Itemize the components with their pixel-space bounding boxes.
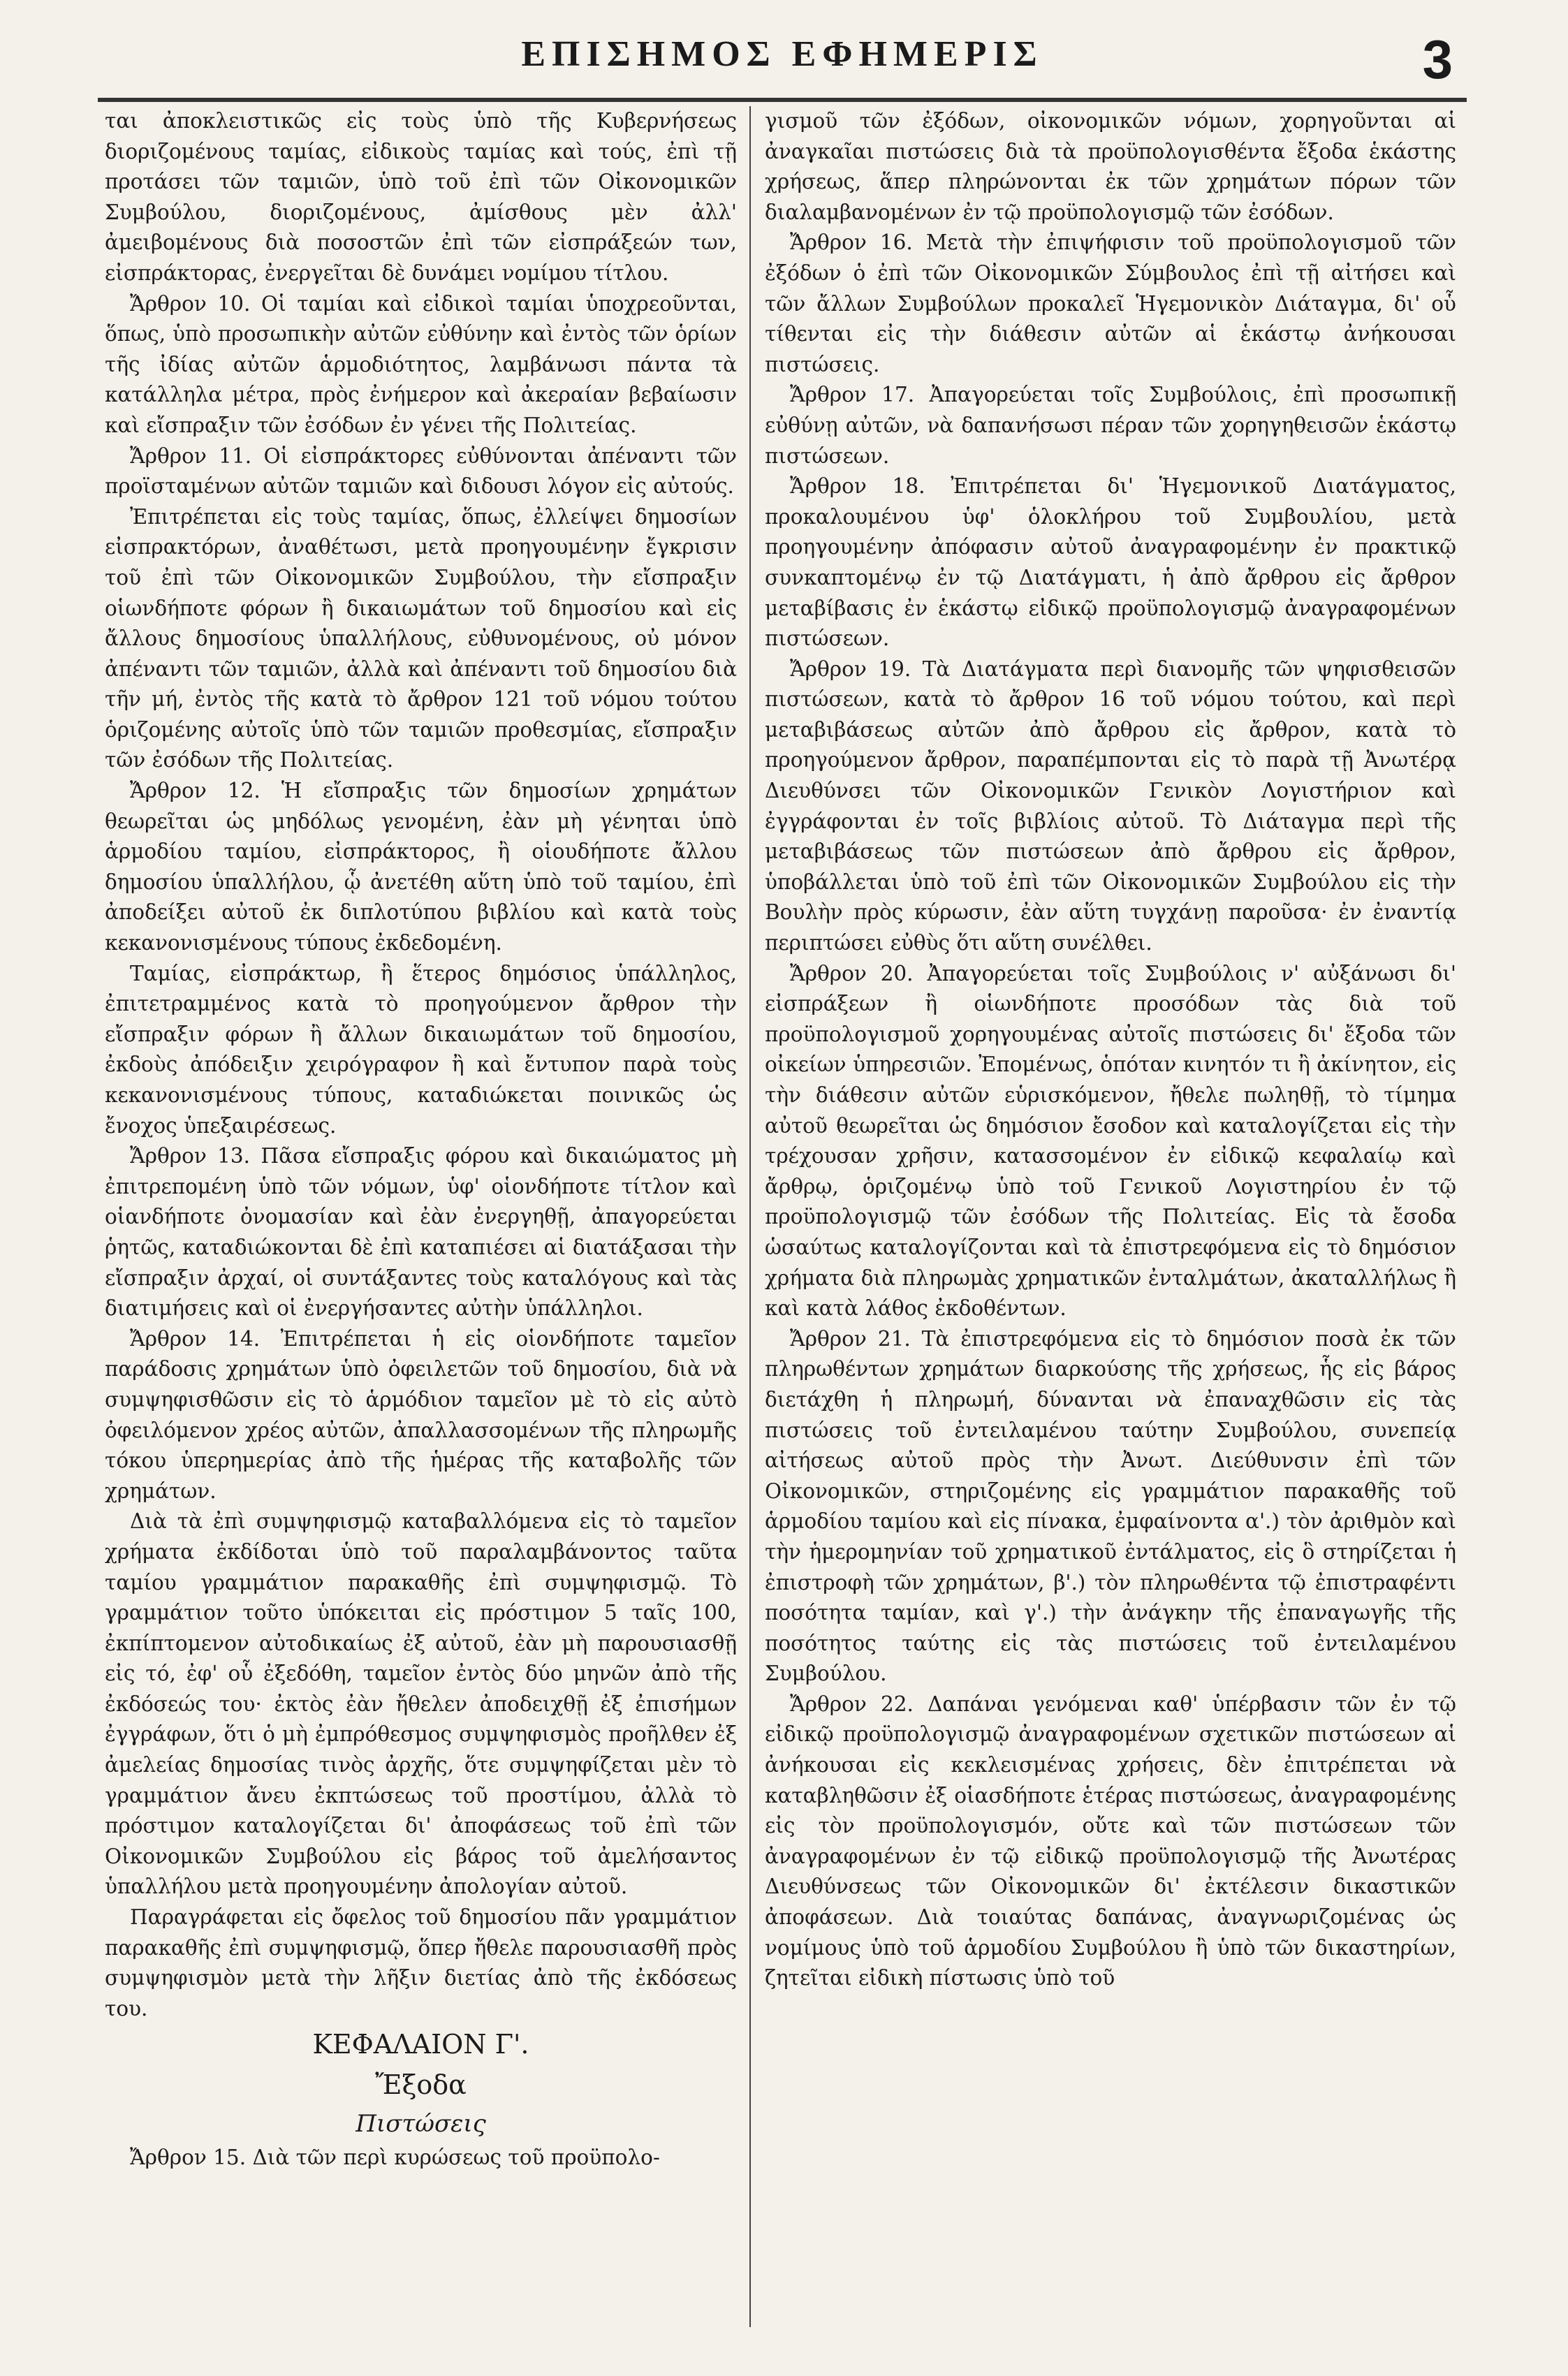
header-rule xyxy=(98,98,1467,102)
paragraph: Ταμίας, εἰσπράκτωρ, ἢ ἕτερος δημόσιος ὑπάλληλος, ἐπιτετραμμένος κατὰ τὸ προηγούμενον ἄρθρον τὴν εἴσπραξιν φόρων ἢ ἄλλων δικαιωμάτων τοῦ δημοσίου, ἐκδοὺς ἀπόδειξιν χειρόγραφον ἢ καὶ ἔντυπον παρὰ τοὺς κεκανονισμένους τύπους, καταδιώκεται ποινικῶς ὡς ἔνοχος ὑπεξαιρέσεως. xyxy=(105,961,737,1138)
article-20: Ἄρθρον 20. Ἀπαγορεύεται τοῖς Συμβούλοις ν' αὐξάνωσι δι' εἰσπράξεων ἢ οἱωνδήποτε προσόδων τὰς διὰ τοῦ προϋπολογισμοῦ χορηγουμένας αὐτοῖς πιστώσεις δι' ἔξοδα τῶν οἰκείων ὑπηρεσιῶν. Ἐπομένως, ὁπόταν κινητόν τι ἢ ἀκίνητον, εἰς τὴν διάθεσιν αὐτῶν εὑρισκόμενον, ἤθελε πωληθῇ, τὸ τίμημα αὐτοῦ θεωρεῖται ὡς δημόσιον ἔσοδον καὶ καταλογίζεται εἰς τὴν τρέχουσαν χρῆσιν, κατασσομένον ἐν εἰδικῷ κεφαλαίῳ καὶ ἄρθρῳ, ὁριζομένῳ ὑπὸ τοῦ Γενικοῦ Λογιστηρίου ἐν τῷ προϋπολογισμῷ τῶν ἐσόδων τῆς Πολιτείας. Εἰς τὰ ἔσοδα ὡσαύτως καταλογίζονται καὶ τὰ ἐπιστρεφόμενα εἰς τὸ δημόσιον χρήματα διὰ πληρωμὰς χρηματικῶν ἐνταλμάτων, ἀκαταλλήλως ἢ καὶ κατὰ λάθος ἐκδοθέντων. xyxy=(765,961,1456,1321)
article-19: Ἄρθρον 19. Τὰ Διατάγματα περὶ διανομῆς τῶν ψηφισθεισῶν πιστώσεων, κατὰ τὸ ἄρθρον 16 τοῦ νόμου τούτου, καὶ περὶ μεταβιβάσεως αὐτῶν ἀπὸ ἄρθρου εἰς ἄρθρον, κατὰ τὸ προηγούμενον ἄρθρον, παραπέμπονται εἰς τὸ παρὰ τῇ Ἀνωτέρᾳ Διευθύνσει τῶν Οἰκονομικῶν Γενικὸν Λογιστήριον καὶ ἐγγράφονται ἐν τοῖς βιβλίοις αὐτοῦ. Τὸ Διάταγμα περὶ τῆς μεταβιβάσεως τῶν πιστώσεων ἀπὸ ἄρθρου εἰς ἄρθρον, ὑποβάλλεται ὑπὸ τοῦ ἐπὶ τῶν Οἰκονομικῶν Συμβούλου εἰς τὴν Βουλὴν πρὸς κύρωσιν, ἐὰν αὕτη τυγχάνῃ παροῦσα· ἐν ἐναντίᾳ περιπτώσει εὐθὺς ὅτι αὕτη συνέλθει. xyxy=(765,657,1456,955)
article-12: Ἄρθρον 12. Ἡ εἴσπραξις τῶν δημοσίων χρημάτων θεωρεῖται ὡς μηδόλως γενομένη, ἐὰν μὴ γένηται ὑπὸ ἁρμοδίου ταμίου, εἰσπράκτορος, ἢ οἱουδήποτε ἄλλου δημοσίου ὑπαλλήλου, ᾧ ἀνετέθη αὕτη ὑπὸ τοῦ ταμίου, ἐπὶ ἀποδείξει αὐτοῦ ἐκ διπλοτύπου βιβλίου καὶ κατὰ τοὺς κεκανονισμένους τύπους ἐκδεδομένη. xyxy=(105,779,737,955)
column-divider xyxy=(749,106,751,2327)
article-17: Ἄρθρον 17. Ἀπαγορεύεται τοῖς Συμβούλοις, ἐπὶ προσωπικῇ εὐθύνῃ αὐτῶν, νὰ δαπανήσωσι πέραν τῶν χορηγηθεισῶν ἑκάστῳ πιστώσεων. xyxy=(765,383,1456,468)
paragraph: Ἐπιτρέπεται εἰς τοὺς ταμίας, ὅπως, ἐλλείψει δημοσίων εἰσπρακτόρων, ἀναθέτωσι, μετὰ προηγουμένην ἔγκρισιν τοῦ ἐπὶ τῶν Οἰκονομικῶν Συμβούλου, τὴν εἴσπραξιν οἱωνδήποτε φόρων ἢ δικαιωμάτων τοῦ δημοσίου καὶ εἰς ἄλλους δημοσίους ὑπαλλήλους, εὐθυνομένους, οὐ μόνον ἀπέναντι τῶν ταμιῶν, ἀλλὰ καὶ ἀπέναντι τοῦ δημοσίου διὰ τῆν μή, ἐντὸς τῆς κατὰ τὸ ἄρθρον 121 τοῦ νόμου τούτου ὁριζομένης αὐτοῖς ὑπὸ τῶν ταμιῶν προθεσμίας, εἴσπραξιν τῶν ἐσόδων τῆς Πολιτείας. xyxy=(105,504,737,772)
right-column xyxy=(765,106,1456,2334)
paragraph: ται ἀποκλειστικῶς εἰς τοὺς ὑπὸ τῆς Κυβερνήσεως διοριζομένους ταμίας, εἰδικοὺς ταμίας καὶ τούς, ἐπὶ τῇ προτάσει τῶν ταμιῶν, ὑπὸ τοῦ ἐπὶ τῶν Οἰκονομικῶν Συμβούλου, διοριζομένους, ἀμίσθους μὲν ἀλλ' ἀμειβομένους διὰ ποσοστῶν ἐπὶ τῶν εἰσπράξεών των, εἰσπράκτορας, ἐνεργεῖται δὲ δυνάμει νομίμου τίτλου. xyxy=(105,109,737,285)
page-number: 3 xyxy=(1422,29,1453,90)
paragraph: Παραγράφεται εἰς ὄφελος τοῦ δημοσίου πᾶν γραμμάτιον παρακαθῆς ἐπὶ συμψηφισμῷ, ὅπερ ἤθελε παρουσιασθῆ πρὸς συμψηφισμὸν μετὰ τὴν λῆξιν διετίας ἀπὸ τῆς ἐκδόσεως του. xyxy=(105,1905,737,2021)
article-21: Ἄρθρον 21. Τὰ ἐπιστρεφόμενα εἰς τὸ δημόσιον ποσὰ ἐκ τῶν πληρωθέντων χρημάτων διαρκούσης τῆς χρήσεως, ἧς εἰς βάρος διετάχθη ἡ πληρωμή, δύνανται νὰ ἐπαναχθῶσιν εἰς τὰς πιστώσεις τοῦ ἐντειλαμένου ταύτην Συμβούλου, συνεπείᾳ αἰτήσεως αὐτοῦ πρὸς τὴν Ἀνωτ. Διεύθυνσιν ἐπὶ τῶν Οἰκονομικῶν, στηριζομένης εἰς γραμμάτιον παρακαθῆς τοῦ ἁρμοδίου ταμίου καὶ εἰς πίνακα, ἐμφαίνοντα α'.) τὸν ἀριθμὸν καὶ τὴν ἡμερομηνίαν τοῦ χρηματικοῦ ἐντάλματος, εἰς ὃ στηρίζεται ἡ ἐπιστροφὴ τῶν χρημάτων, β'.) τὸν πληρωθέντα τῷ ἐπιστραφέντι ποσότητα ταμίαν, καὶ γ'.) τὴν ἀνάγκην τῆς ἐπαναγωγῆς τῆς ποσότητος ταύτης εἰς τὰς πιστώσεις τοῦ ἐντειλαμένου Συμβούλου. xyxy=(765,1326,1456,1686)
article-16: Ἄρθρον 16. Μετὰ τὴν ἐπιψήφισιν τοῦ προϋπολογισμοῦ τῶν ἐξόδων ὁ ἐπὶ τῶν Οἰκονομικῶν Σύμβουλος ἐπὶ τῇ αἰτήσει καὶ τῶν ἄλλων Συμβούλων προκαλεῖ Ἡγεμονικὸν Διάταγμα, δι' οὗ τίθενται εἰς τὴν διάθεσιν αὐτῶν αἱ ἑκάστῳ ἀνήκουσαι πιστώσεις. xyxy=(765,230,1456,376)
article-11: Ἄρθρον 11. Οἱ εἰσπράκτορες εὐθύνονται ἀπέναντι τῶν προϊσταμένων αὐτῶν ταμιῶν καὶ διδουσι λόγον εἰς αὐτούς. xyxy=(105,443,737,499)
left-column xyxy=(105,106,737,2334)
article-13: Ἄρθρον 13. Πᾶσα εἴσπραξις φόρου καὶ δικαιώματος μὴ ἐπιτρεπομένη ὑπὸ τῶν νόμων, ὑφ' οἱονδήποτε τίτλον καὶ οἱανδήποτε ὀνομασίαν καὶ ἐὰν ἐνεργηθῇ, ἀπαγορεύεται ῥητῶς, καταδιώκονται δὲ ἐπὶ καταπιέσει αἱ διατάξασαι τὴν εἴσπραξιν ἀρχαί, οἱ συντάξαντες τοὺς καταλόγους καὶ τὰς διατιμήσεις καὶ οἱ ἐνεργήσαντες αὐτὴν ὑπάλληλοι. xyxy=(105,1144,737,1321)
paragraph: Διὰ τὰ ἐπὶ συμψηφισμῷ καταβαλλόμενα εἰς τὸ ταμεῖον χρήματα ἐκδίδοται ὑπὸ τοῦ παραλαμβάνοντος ταῦτα ταμίου γραμμάτιον παρακαθῆς ἐπὶ συμψηφισμῷ. Τὸ γραμμάτιον τοῦτο ὑπόκειται εἰς πρόστιμον 5 ταῖς 100, ἐκπίπτομενον αὐτοδικαίως ἐξ αὐτοῦ, ἐὰν μὴ παρουσιασθῇ εἰς τό, ἐφ' οὗ ἐξεδόθη, ταμεῖον ἐντὸς δύο μηνῶν ἀπὸ τῆς ἐκδόσεώς του· ἐκτὸς ἐὰν ἤθελεν ἀποδειχθῇ ἐξ ἐπισήμων ἐγγράφων, ὅτι ὁ μὴ ἐμπρόθεσμος συμψηφισμὸς προῆλθεν ἐξ ἀμελείας δημοσίας τινὸς ἀρχῆς, ὅτε συμψηφίζεται μὲν τὸ γραμμάτιον ἄνευ ἐκπτώσεως τοῦ προστίμου, ἀλλὰ τὸ πρόστιμον καταλογίζεται δι' ἀποφάσεως τοῦ ἐπὶ τῶν Οἰκονομικῶν Συμβούλου εἰς βάρος τοῦ ἀμελήσαντος ὑπαλλήλου μετὰ προηγουμένην ἀπολογίαν αὐτοῦ. xyxy=(105,1509,737,1899)
paragraph: γισμοῦ τῶν ἐξόδων, οἰκονομικῶν νόμων, χορηγοῦνται αἱ ἀναγκαῖαι πιστώσεις διὰ τὰ προϋπολογισθέντα ἔξοδα ἑκάστης χρήσεως, ἅπερ πληρώνονται ἐκ τῶν χρημάτων πόρων τῶν διαλαμβανομένων ἐν τῷ προϋπολογισμῷ τῶν ἐσόδων. xyxy=(765,109,1456,224)
article-14: Ἄρθρον 14. Ἐπιτρέπεται ἡ εἰς οἱονδήποτε ταμεῖον παράδοσις χρημάτων ὑπὸ ὀφειλετῶν τοῦ δημοσίου, διὰ νὰ συμψηφισθῶσιν εἰς τὸ ἁρμόδιον ταμεῖον μὲ τὸ εἰς αὐτὸ ὀφειλόμενον χρέος αὐτῶν, ἀπαλλασσομένων τῆς πληρωμῆς τόκου ὑπερημερίας ἀπὸ τῆς ἡμέρας τῆς καταβολῆς τῶν χρημάτων. xyxy=(105,1326,737,1503)
page-header xyxy=(98,28,1467,98)
subsection-heading: Πιστώσεις xyxy=(356,2110,486,2139)
chapter-heading: ΚΕΦΑΛΑΙΟΝ Γ'. xyxy=(312,2029,529,2060)
newspaper-title: ΕΠΙΣΗΜΟΣ ΕΦΗΜΕΡΙΣ xyxy=(521,34,1043,74)
article-22: Ἄρθρον 22. Δαπάναι γενόμεναι καθ' ὑπέρβασιν τῶν ἐν τῷ εἰδικῷ προϋπολογισμῷ ἀναγραφομένων σχετικῶν πιστώσεων αἱ ἀνήκουσαι εἰς κεκλεισμένας χρήσεις, δὲν ἐπιτρέπεται νὰ καταβληθῶσιν ἐξ οἱασδήποτε ἑτέρας πιστώσεως, ἀναγραφομένης εἰς τὸν προϋπολογισμόν, οὔτε καὶ τῶν πιστώσεων τῶν ἀναγραφομένων ἐν τῷ εἰδικῷ προϋπολογισμῷ τῆς Ἀνωτέρας Διευθύνσεως τῶν Οἰκονομικῶν δι' ἐκτέλεσιν δικαστικῶν ἀποφάσεων. Διὰ τοιαύτας δαπάνας, ἀναγνωριζομένας ὡς νομίμους ὑπὸ τοῦ ἁρμοδίου Συμβούλου ἢ ὑπὸ τῶν δικαστηρίων, ζητεῖται εἰδικὴ πίστωσις ὑπὸ τοῦ xyxy=(765,1692,1456,1990)
article-15: Ἄρθρον 15. Διὰ τῶν περὶ κυρώσεως τοῦ προϋπολο- xyxy=(130,2146,660,2170)
article-18: Ἄρθρον 18. Ἐπιτρέπεται δι' Ἡγεμονικοῦ Διατάγματος, προκαλουμένου ὑφ' ὁλοκλήρου τοῦ Συμβουλίου, μετὰ προηγουμένην ἀπόφασιν αὐτοῦ ἀναγραφομένην ἐν πρακτικῷ συνκαπτομένῳ ἐν τῷ Διατάγματι, ἡ ἀπὸ ἄρθρου εἰς ἄρθρον μεταβίβασις ἐν ἑκάστῳ εἰδικῷ προϋπολογισμῷ ἀναγραφομένων πιστώσεων. xyxy=(765,474,1456,651)
section-heading: Ἔξοδα xyxy=(375,2069,467,2101)
article-10: Ἄρθρον 10. Οἱ ταμίαι καὶ εἰδικοὶ ταμίαι ὑποχρεοῦνται, ὅπως, ὑπὸ προσωπικὴν αὐτῶν εὐθύνην καὶ ἐντὸς τῶν ὁρίων τῆς ἰδίας αὐτῶν ἁρμοδιότητος, λαμβάνωσι πάντα τὰ κατάλληλα μέτρα, πρὸς ἐνήμερον καὶ ἀκεραίαν βεβαίωσιν καὶ εἴσπραξιν τῶν ἐσόδων ἐν γένει τῆς Πολιτείας. xyxy=(105,291,737,437)
